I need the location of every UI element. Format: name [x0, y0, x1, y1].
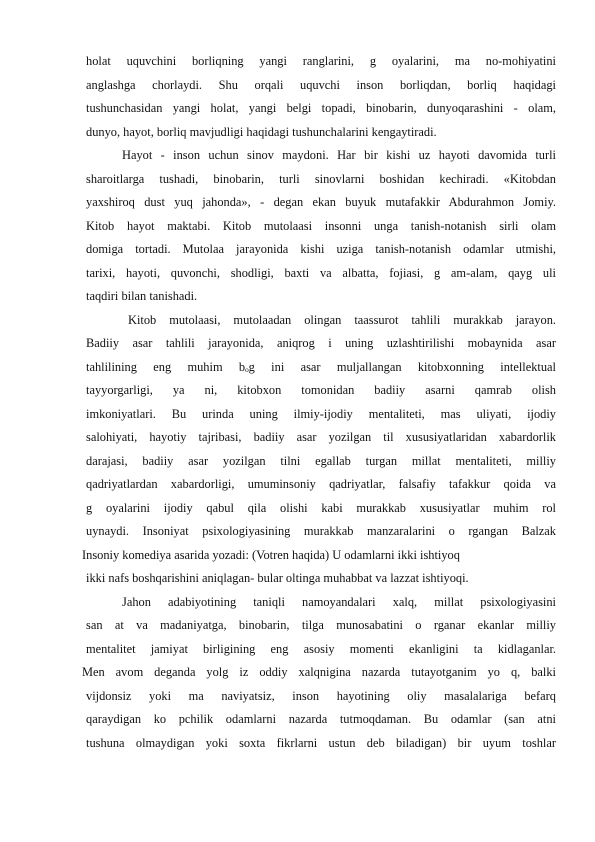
text-line: Kitob mutolaasi, mutolaadan olingan taassurot tahlili murakkab jarayon.	[128, 312, 556, 327]
text-line: domiga tortadi. Mutolaa jarayonida kishi uziga tanish-notanish odamlar utmishi,	[86, 242, 556, 256]
text-line: tayyorgarligi, ya ni, kitobxon tomonidan badiiy asarni qamrab olish	[86, 383, 556, 397]
text-line: mentalitet jamiyat birligining eng asosiy momenti ekanligini ta kidlaganlar.	[86, 641, 556, 656]
text-line: tahlilining eng muhim bₒg ini asar muljallangan kitobxonning intellektual	[86, 359, 556, 374]
text-line: holat uquvchini borliqning yangi ranglarini, g oyalarini, ma no-mohiyatini	[86, 54, 556, 68]
text-line: qadriyatlardan xabardorligi, umuminsoniy qadriyatlar, falsafiy tafakkur qoida va	[86, 477, 556, 491]
text-line: uynaydi. Insoniyat psixologiyasining murakkab manzaralarini o rgangan Balzak	[86, 524, 556, 538]
text-line: imkoniyatlari. Bu urinda uning ilmiy-ijodiy mentaliteti, mas uliyati, ijodiy	[86, 406, 556, 421]
text-line: dunyo, hayot, borliq mavjudligi haqidagi tushunchalarini kengaytiradi.	[86, 124, 437, 139]
text-line: Insoniy komediya asarida yozadi: (Votren haqida) U odamlarni ikki ishtiyoq	[82, 547, 460, 562]
text-line: Jahon adabiyotining taniqli namoyandalari xalq, millat psixologiyasini	[122, 594, 556, 609]
text-line: salohiyati, hayotiy tajribasi, badiiy asar yozilgan til xususiyatlaridan xabardorlik	[86, 430, 556, 444]
text-line: taqdiri bilan tanishadi.	[86, 289, 198, 303]
text-line: tarixi, hayoti, quvonchi, shodligi, baxti va albatta, fojiasi, g am-alam, qayg uli	[86, 265, 556, 280]
text-line: tushunchasidan yangi holat, yangi belgi topadi, binobarin, dunyoqarashini - olam,	[86, 101, 556, 115]
text-line: san at va madaniyatga, binobarin, tilga munosabatini o rganar ekanlar milliy	[86, 618, 556, 632]
text-line: g oyalarini ijodiy qabul qila olishi kabi murakkab xususiyatlar muhim rol	[86, 500, 556, 515]
text-line: qaraydigan ko pchilik odamlarni nazarda tutmoqdaman. Bu odamlar (san atni	[86, 712, 556, 726]
text-line: sharoitlarga tushadi, binobarin, turli sinovlarni boshidan kechiradi. «Kitobdan	[86, 171, 556, 186]
text-line: darajasi, badiiy asar yozilgan tilni egallab turgan millat mentaliteti, milliy	[86, 453, 556, 468]
text-line: yaxshiroq dust yuq jahonda», - degan ekan buyuk mutafakkir Abdurahmon Jomiy.	[86, 195, 556, 209]
text-line: Men avom deganda yolg iz oddiy xalqnigina nazarda tutayotganim yo q, balki	[82, 665, 556, 679]
text-line: Kitob hayot maktabi. Kitob mutolaasi insonni unga tanish-notanish sirli olam	[86, 218, 556, 233]
text-line: tushuna olmaydigan yoki soxta fikrlarni ustun deb biladigan) bir uyum toshlar	[86, 735, 556, 750]
text-line: anglashga chorlaydi. Shu orqali uquvchi inson borliqdan, borliq haqidagi	[86, 77, 556, 92]
text-line: Hayot - inson uchun sinov maydoni. Har bir kishi uz hayoti davomida turli	[122, 148, 556, 162]
text-line: ikki nafs boshqarishini aniqlagan- bular oltinga muhabbat va lazzat ishtiyoqi.	[86, 571, 469, 585]
text-line: Badiiy asar tahlili jarayonida, aniqrog i uning uzlashtirilishi mobaynida asar	[86, 336, 556, 350]
text-line: vijdonsiz yoki ma naviyatsiz, inson hayotining oliy masalalariga befarq	[86, 688, 556, 703]
